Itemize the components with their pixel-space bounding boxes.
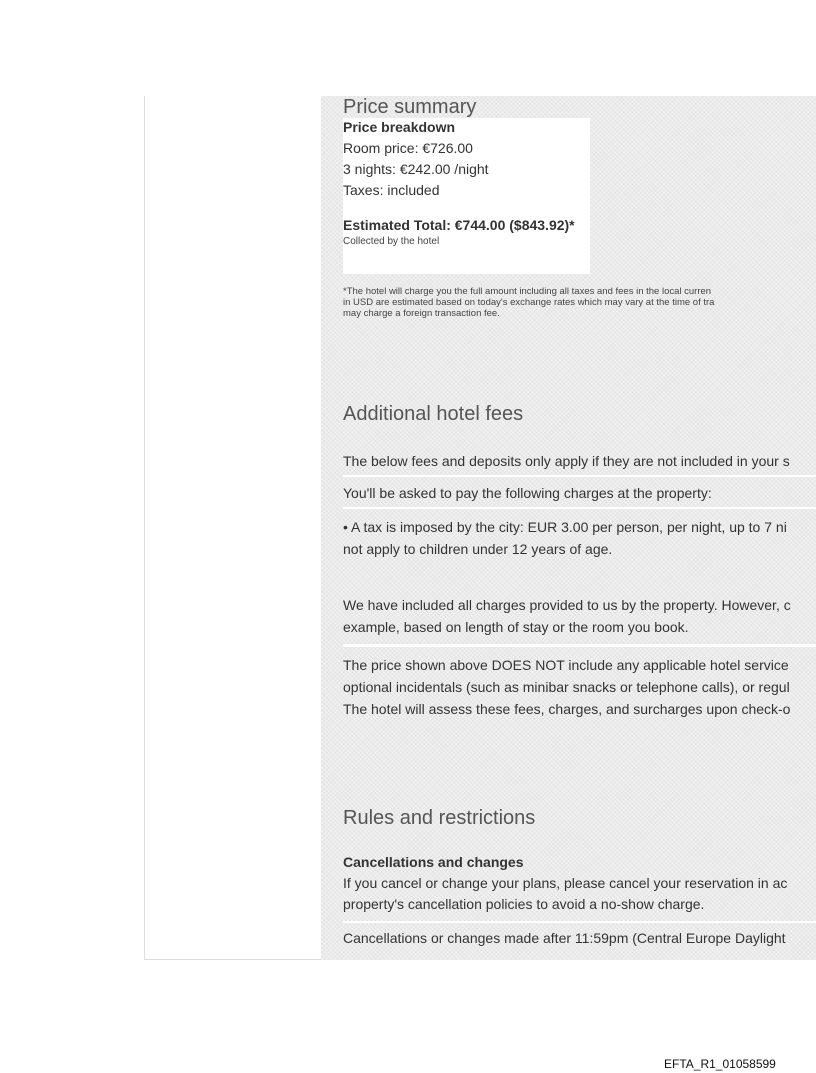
room-price: Room price: €726.00 <box>343 140 473 156</box>
price-shown-line-3: The hotel will assess these fees, charges, and surcharges upon check-o <box>343 701 791 717</box>
cancel-line-1: If you cancel or change your plans, please cancel your reservation in ac <box>343 875 788 891</box>
cancel-after-line: Cancellations or changes made after 11:59pm (Central Europe Daylight <box>343 930 786 946</box>
price-breakdown-title: Price breakdown <box>343 119 456 135</box>
footnote-line: *The hotel will charge you the full amount including all taxes and fees in the local curren <box>343 286 712 297</box>
price-shown-line-2: optional incidentals (such as minibar snacks or telephone calls), or regul <box>343 679 790 695</box>
document-id: EFTA_R1_01058599 <box>664 1057 776 1071</box>
fees-intro: The below fees and deposits only apply if they are not included in your s <box>343 453 790 469</box>
divider <box>343 921 816 923</box>
rules-heading: Rules and restrictions <box>343 807 536 829</box>
city-tax-line-2: not apply to children under 12 years of age. <box>343 541 613 557</box>
price-summary-heading: Price summary <box>343 96 477 118</box>
content-panel <box>321 96 816 960</box>
nightly-price: 3 nights: €242.00 /night <box>343 161 489 177</box>
divider <box>343 475 816 477</box>
footnote-line: may charge a foreign transaction fee. <box>343 308 500 319</box>
additional-fees-heading: Additional hotel fees <box>343 403 524 425</box>
city-tax-line-1: • A tax is imposed by the city: EUR 3.00 per person, per night, up to 7 ni <box>343 519 787 535</box>
fees-asked-to-pay: You'll be asked to pay the following charges at the property: <box>343 485 712 501</box>
estimated-total: Estimated Total: €744.00 ($843.92)* <box>343 217 575 233</box>
price-shown-line-1: The price shown above DOES NOT include any applicable hotel service <box>343 657 789 673</box>
charges-included-line-1: We have included all charges provided to us by the property. However, c <box>343 597 791 613</box>
collected-by-note: Collected by the hotel <box>343 236 440 247</box>
divider <box>343 507 816 509</box>
divider <box>343 644 816 647</box>
cancel-line-2: property's cancellation policies to avoid a no-show charge. <box>343 896 705 912</box>
charges-included-line-2: example, based on length of stay or the room you book. <box>343 619 689 635</box>
footnote-line: in USD are estimated based on today's exchange rates which may vary at the time of tra <box>343 297 715 308</box>
taxes-status: Taxes: included <box>343 182 440 198</box>
cancellations-title: Cancellations and changes <box>343 854 524 870</box>
